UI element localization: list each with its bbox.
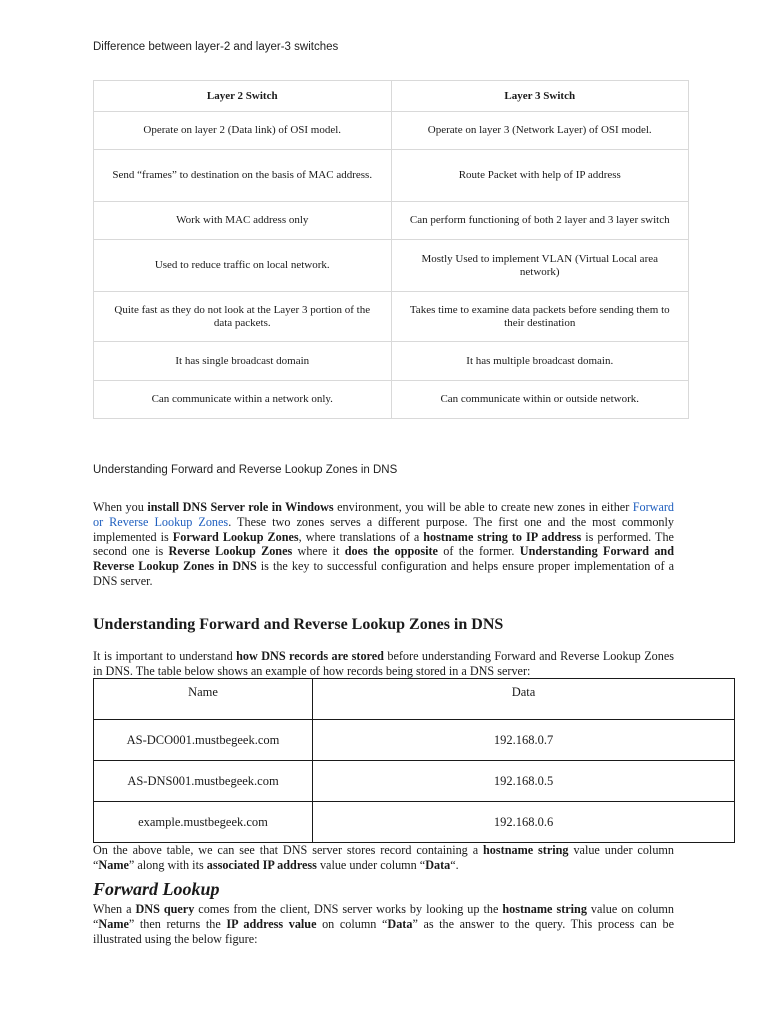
table-cell: 192.168.0.5 xyxy=(313,761,735,802)
table-cell: Operate on layer 2 (Data link) of OSI model. xyxy=(94,112,392,150)
table-cell: Send “frames” to destination on the basis of MAC address. xyxy=(94,150,392,202)
section-title: Difference between layer-2 and layer-3 switches xyxy=(93,41,339,53)
lookup-zones-link[interactable]: Forward or Reverse Lookup Zones xyxy=(93,500,675,529)
table-cell: example.mustbegeek.com xyxy=(94,802,313,843)
table-row xyxy=(94,150,689,202)
intro-paragraph: When you install DNS Server role in Windows environment, you will be able to create new zones in either Forward or Reverse Lookup Zones. These two zones serves a different purpose. The first one and the most commonly implemented is Forward Lookup Zones, where translations of a hostname string to IP address is performed. The second one is Reverse Lookup Zones where it does the opposite of the former. Understanding Forward and Reverse Lookup Zones in DNS is the key to successful configuration and helps ensure proper implementation of a DNS server. xyxy=(93,500,675,588)
table-row xyxy=(94,342,689,381)
table-row xyxy=(94,240,689,292)
dns-records-table xyxy=(93,678,735,843)
table-cell: Takes time to examine data packets before sending them to their destination xyxy=(391,292,689,342)
table-cell: AS-DNS001.mustbegeek.com xyxy=(94,761,313,802)
table-cell: Quite fast as they do not look at the Layer 3 portion of the data packets. xyxy=(94,292,392,342)
table-row xyxy=(94,381,689,419)
table-cell: Can communicate within a network only. xyxy=(94,381,392,419)
table-cell: Route Packet with help of IP address xyxy=(391,150,689,202)
forward-lookup-heading: Forward Lookup xyxy=(93,879,220,899)
switch-comparison-table xyxy=(93,80,689,419)
table-row xyxy=(94,112,689,150)
table-cell: It has single broadcast domain xyxy=(94,342,392,381)
table-cell: Work with MAC address only xyxy=(94,202,392,240)
table-cell: Operate on layer 3 (Network Layer) of OSI model. xyxy=(391,112,689,150)
table-header: Data xyxy=(313,679,735,720)
table-cell: Mostly Used to implement VLAN (Virtual Local area network) xyxy=(391,240,689,292)
table-cell: It has multiple broadcast domain. xyxy=(391,342,689,381)
table-cell: Used to reduce traffic on local network. xyxy=(94,240,392,292)
table-row xyxy=(94,761,735,802)
table-header: Layer 3 Switch xyxy=(391,81,689,112)
table-row xyxy=(94,292,689,342)
records-explanation-paragraph: On the above table, we can see that DNS server stores record containing a hostname string value under column “Name” along with its associated IP address value under column “Data“. xyxy=(93,843,674,872)
table-row xyxy=(94,202,689,240)
forward-lookup-paragraph: When a DNS query comes from the client, DNS server works by looking up the hostname string value on column “Name” then returns the IP address value on column “Data” as the answer to the query. This process can be illustrated using the below figure: xyxy=(93,902,674,946)
table-cell: Can communicate within or outside network. xyxy=(391,381,689,419)
section-heading: Understanding Forward and Reverse Lookup Zones in DNS xyxy=(93,616,504,633)
table-cell: 192.168.0.7 xyxy=(313,720,735,761)
table-row xyxy=(94,720,735,761)
table-cell: AS-DCO001.mustbegeek.com xyxy=(94,720,313,761)
table-cell: Can perform functioning of both 2 layer and 3 layer switch xyxy=(391,202,689,240)
section-subheading: Understanding Forward and Reverse Lookup Zones in DNS xyxy=(93,464,398,476)
table-cell: 192.168.0.6 xyxy=(313,802,735,843)
table-header: Layer 2 Switch xyxy=(94,81,392,112)
records-intro-paragraph: It is important to understand how DNS records are stored before understanding Forward and Reverse Lookup Zones in DNS. The table below shows an example of how records being stored in a DNS server: xyxy=(93,649,674,678)
table-row xyxy=(94,802,735,843)
table-header: Name xyxy=(94,679,313,720)
